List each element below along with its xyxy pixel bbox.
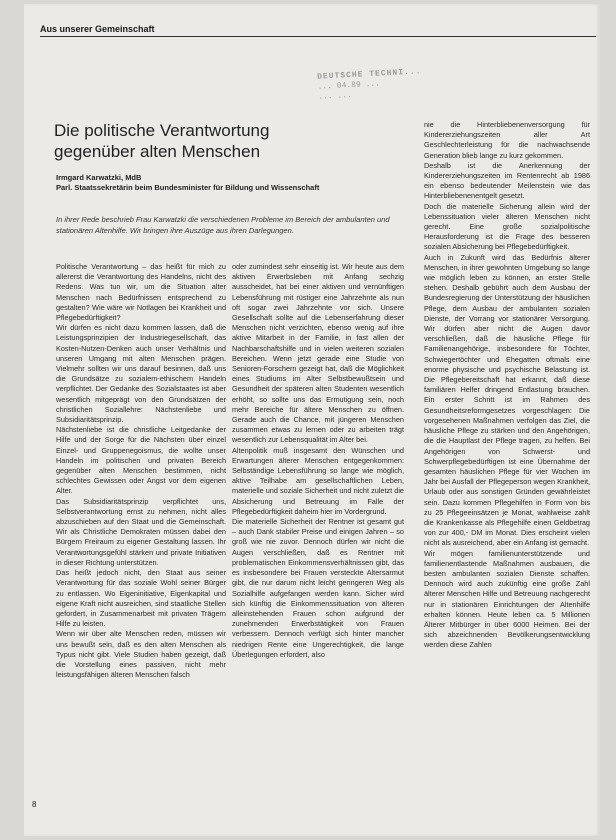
paragraph: Das Subsidiaritätsprinzip verpflichtet uns, Selbstverantwortung ernst zu nehmen, nicht alles abzuschieben auf den Staat und die Gemeinschaft. Wir als Christliche Demokraten müssen dabei den Bürgern Freiraum zu eigener Gestaltung lassen. Ihr Verantwortungsgefühl stärken und private Initiativen in dieser Richtung unterstützen. — [56, 496, 226, 567]
article-lead: In ihrer Rede beschrieb Frau Karwatzki die verschiedenen Probleme im Bereich der ambulanten und stationären Altenhilfe. Wir bringen ihre Auszüge aus ihren Darlegungen. — [56, 215, 390, 235]
paragraph: Nächstenliebe ist die christliche Leitgedanke der Hilfe und der Sorge für die Nächsten über einzel Einzel- und Gruppenegoismus, die wollte unser Handeln im politischen und privaten Bereich gegenüber alten Menschen bestimmen, nicht schlechtes Gewissen oder Angst vor dem eigenen Alter. — [56, 425, 226, 496]
paragraph: nie die Hinterbliebenenversorgung für Kindererziehungszeiten aller Art Geschlechterleistung für die nachwachsende Generation blieb lange zu kurz gekommen. — [424, 120, 590, 160]
paragraph: Deshalb ist die Anerkennung der Kindererziehungszeiten im Rentenrecht ab 1986 ein ebenso bedeutender Meilenstein wie das Hinterbliebenenentgelt gesetzt. — [424, 160, 590, 201]
paragraph: Wir mögen familienunterstützende und familienentlastende Maßnahmen ausbauen, die besten ambulanten sozialen Dienste schaffen. Dennoch wird auch zukünftig eine große Zahl älterer Menschen Hilfe und Betreuung nachgerecht nur in stationären Einrichtungen der Altenhilfe erhalten können. Heute leben ca. 5 Millionen Älterer Mitbürger in über 6000 Heimen. Bei der sich abzeichnenden Bevölkerungsentwicklung werden diese Zahlen — [424, 548, 590, 650]
text-column-1 — [56, 262, 226, 822]
paragraph: Doch die materielle Sicherung allein wird der Lebenssituation vieler älteren Menschen nicht gerecht. Eine große sozialpolitische Herausforderung ist die Frage des besseren sozialen Absicherung bei Pflegebedürftigkeit. — [424, 201, 590, 252]
stamp-line-1: DEUTSCHE TECHNI... — [316, 67, 422, 82]
section-label: Aus unserer Gemeinschaft — [40, 24, 155, 34]
library-stamp — [317, 63, 499, 118]
paragraph: Wenn wir über alte Menschen reden, müssen wir uns bewußt sein, daß es den alten Menschen als Typus nicht gibt. Viele Studien haben gezeigt, daß die Vorstellung eines passiven, nicht mehr leistungsfähigen älteren Menschen falsch — [56, 629, 226, 680]
stamp-line-3: ... ... — [317, 90, 353, 102]
paragraph: Die materielle Sicherheit der Rentner ist gesamt gut – auch Dank stabiler Preise und einigen Jahren – so groß wie nie zuvor. Dennoch dürfen wir nicht die Augen verschließen, daß es Rentner mit problematischen Einkommensverhältnissen gibt, das es insbesondere bei Frauen versteckte Altersarmut gibt, die nur darum nicht leicht geringeren Weg als Sozialhilfe aufgefangen werden kann. Sicher wird sich künftig die Einkommenssituation von älteren alleinstehenden Frauen schon aufgrund der zunehmenden Erwerbstätigkeit von Frauen verbessern. Dennoch verfügt sich hinter mancher niedrigen Rente eine Ungerechtigkeit, die lange Überlegungen erfordert, also — [232, 517, 404, 659]
paragraph: Altenpolitik muß insgesamt den Wünschen und Erwartungen älterer Menschen entgegenkommen: Selbständige Lebensführung so lange wie möglich, aktive Teilhabe am gesellschaftlichen Leben, materielle und soziale Sicherheit und nicht zuletzt die Absicherung und Betreuung im Falle der Pflegebedürftigkeit daheim hier im Vordergrund. — [232, 445, 404, 516]
paragraph: oder zumindest sehr einseitig ist. Wir heute aus dem aktiven Erwerbsleben mit Anfang sechzig ausscheidet, hat bei einer aktiven und vernünftigen Lebensführung mit rüstiger eine Jahrzehnte als nun oft sogar zwei Jahrzehnte vor sich. Unsere Gesellschaft sollte auf die Lebenserfahrung dieser Menschen nicht verzichten, ebenso wenig auf ihre aktive Mitarbeit in der Familie, in fast allen der Nachbarschaftshilfe und in vielen weiteren sozialen Bereichen. Wenn jetzt gerade eine Studie von Senioren-Forschern gezeigt hat, daß die Möglichkeit eines Studiums im Alter Selbstbewußtsein und Gesundheit der späteren alten Studenten wesentlich erhöht, so sollte uns das Ermutigung sein, noch mehr Bereiche für ältere Menschen zu öffnen. Gerade auch die Chance, mit jüngeren Menschen zusammen etwas zu lernen oder zu arbeiten trägt wesentlich zur Lebensqualität im Alter bei. — [232, 262, 404, 445]
author-name: Irmgard Karwatzki, MdB — [56, 173, 142, 182]
paragraph: Wir dürfen es nicht dazu kommen lassen, daß die Leistungsprinzipien der Industriegesellschaft, das Kosten-Nutzen-Denken auch unser Verhältnis und unseren Umgang mit alten Menschen prägen. Vielmehr sollten wir uns darauf besinnen, daß uns die Grundsätze zu sozialem-ethischem Handeln verpflichtet. Der Gedanke des Sozialstaates ist aber wesentlich mitgeprägt von den Grundsätzen der christlichen Soziallehre: Nächstenliebe und Subsidiaritätsprinzip. — [56, 323, 226, 425]
text-column-2 — [232, 262, 404, 822]
author-byline — [56, 173, 416, 193]
article-title: Die politische Verantwortung gegenüber alten Menschen — [54, 121, 270, 161]
stamp-line-2: ... 04.89 ... — [317, 79, 381, 92]
header-rule — [40, 36, 596, 37]
paragraph: Das heißt jedoch nicht, den Staat aus seiner Verantwortung für das soziale Wohl seiner Bürger zu entlassen. Wo Eigeninitiative, Eigenkapital und eigene Kraft nicht ausreichen, sind staatliche Stellen gefordert, in Zusammenarbeit mit privaten Trägern Hilfe zu leisten. — [56, 568, 226, 629]
paragraph: Politische Verantwortung – das heißt für mich zu allererst die Verantwortung des Handelns, nicht des Redens. Was tun wir, um die Situation alter Menschen nach Bedürfnissen entsprechend zu gestalten? Wie wäre wir Notlagen bei Krankheit und Pflegebedürftigkeit? — [56, 262, 226, 323]
text-column-3 — [424, 120, 590, 822]
paragraph: Auch in Zukunft wird das Bedürfnis älterer Menschen, in ihrer gewohnten Umgebung so lange wie möglich leben zu können, an erster Stelle stehen. Deshalb gebührt auch dem Ausbau der Bundesregierung der Unterstützung der häuslichen Pflege, dem Ausbau der ambulanten sozialen Dienste, der Vorrang vor stationärer Versorgung. Wir dürfen aber nicht die Augen davor verschließen, daß die häusliche Pflege für Familienangehörige, insbesondere für Töchter, Schwiegertöchter und Ehegatten oftmals eine enorme physische und psychische Belastung ist. Die Pflegebereitschaft hat erkannt, daß diese familiären Helfer dringend Entlastung brauchen. Ein erster Schritt ist im Rahmen des Gesundheitsreformgesetzes vorgeschlagen: Die vorgesehenen Maßnahmen verfolgen das Ziel, die häusliche Pflege zu stärken und den Angehörigen, die die Hauptlast der Pflege tragen, zu helfen. Bei Angehörigen von Schwerst- und Schwerpflegebedürftigen ist eine Übernahme der gesamten häuslichen Pflege für vier Wochen im Jahr bei Ausfall der Pflegeperson wegen Krankheit, Urlaub oder aus sonstigen Gründen gewährleistet sein. Dazu kommen Pflegehilfen in Form von bis zu 25 Pflegeeinsätzen je Monat, wahlweise zahlt die Krankenkasse als Pflegehilfe einen Geldbetrag von zur 400,- DM im Monat. Dies erscheint vielen nicht als ausreichend, aber ein Anfang ist gemacht. — [424, 252, 590, 548]
author-role: Parl. Staatssekretärin beim Bundesminister für Bildung und Wissenschaft — [56, 183, 320, 192]
page-number: 8 — [32, 800, 37, 809]
